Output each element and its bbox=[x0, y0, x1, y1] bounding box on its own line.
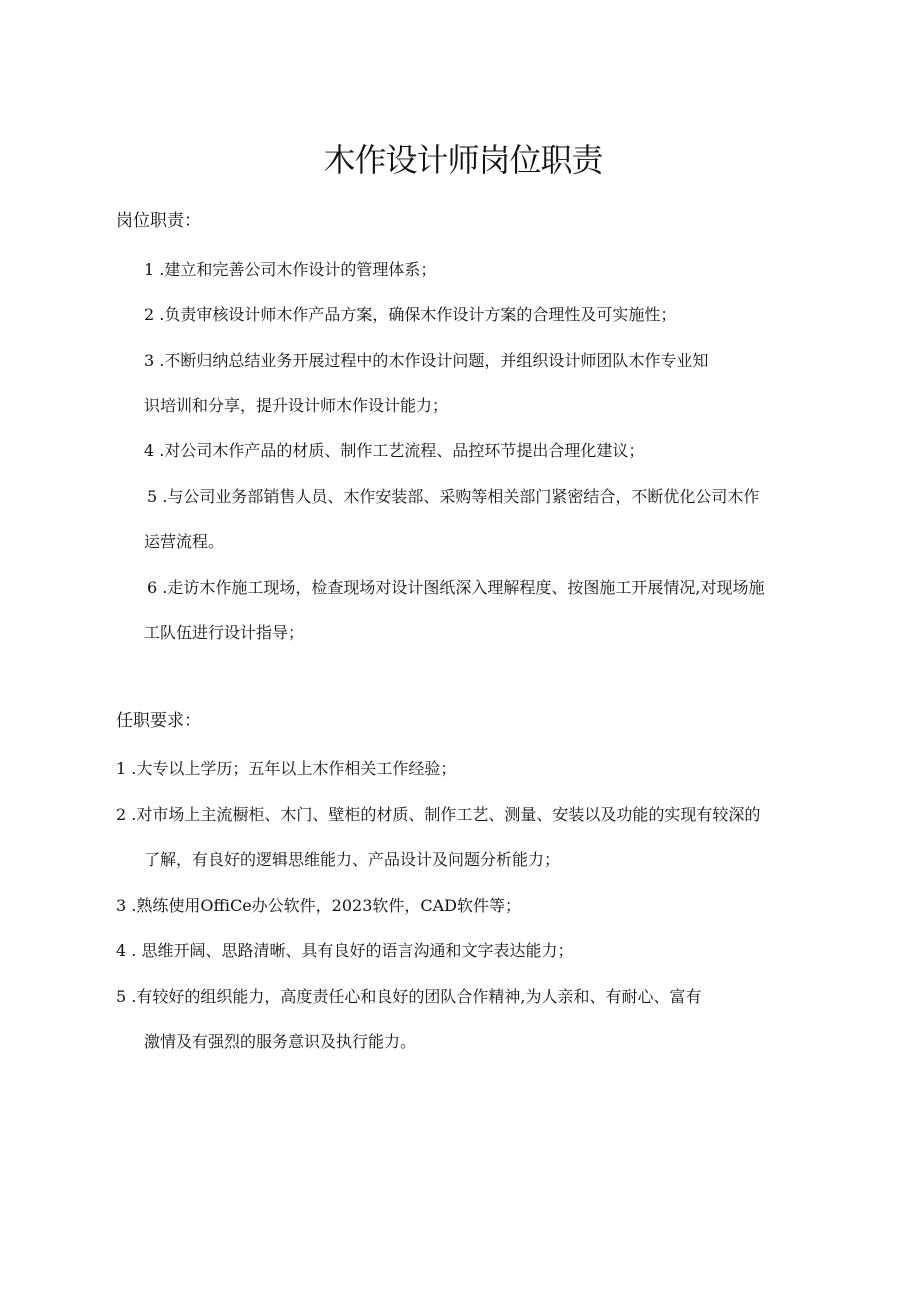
duty-line-1: 1 .建立和完善公司木作设计的管理体系； bbox=[144, 260, 437, 279]
duty-line-4: 4 .对公司木作产品的材质、制作工艺流程、品控环节提出合理化建议； bbox=[144, 441, 645, 460]
duty-line-2: 2 .负责审核设计师木作产品方案，确保木作设计方案的合理性及可实施性； bbox=[144, 305, 677, 324]
requirement-line-3: 3 .熟练使用OffiCe办公软件，2023软件，CAD软件等； bbox=[116, 896, 522, 915]
duty-line-3-cont: 识培训和分享，提升设计师木作设计能力； bbox=[144, 396, 449, 415]
page-title: 木作设计师岗位职责 bbox=[323, 141, 603, 179]
duty-line-3: 3 .不断归纳总结业务开展过程中的木作设计问题，并组织设计师团队木作专业知 bbox=[144, 351, 709, 370]
requirement-line-2-cont: 了解，有良好的逻辑思维能力、产品设计及问题分析能力； bbox=[144, 850, 561, 869]
duty-line-5-cont: 运营流程。 bbox=[144, 532, 225, 551]
duty-line-6-cont: 工队伍进行设计指导； bbox=[144, 623, 305, 642]
requirement-line-4: 4 . 思维开阔、思路清晰、具有良好的语言沟通和文字表达能力； bbox=[116, 941, 574, 960]
requirement-line-5: 5 .有较好的组织能力，高度责任心和良好的团队合作精神,为人亲和、有耐心、富有 bbox=[116, 987, 702, 1006]
duties-heading: 岗位职责： bbox=[116, 211, 201, 231]
duty-line-6: 6 .走访木作施工现场，检查现场对设计图纸深入理解程度、按图施工开展情况,对现场施 bbox=[147, 578, 765, 597]
requirements-heading: 任职要求： bbox=[116, 711, 201, 731]
requirement-line-2: 2 .对市场上主流橱柜、木门、壁柜的材质、制作工艺、测量、安装以及功能的实现有较深的 bbox=[116, 805, 761, 824]
requirement-line-5-cont: 激情及有强烈的服务意识及执行能力。 bbox=[144, 1032, 417, 1051]
duty-line-5: 5 .与公司业务部销售人员、木作安装部、采购等相关部门紧密结合，不断优化公司木作 bbox=[147, 487, 760, 506]
requirement-line-1: 1 .大专以上学历；五年以上木作相关工作经验； bbox=[116, 759, 457, 778]
